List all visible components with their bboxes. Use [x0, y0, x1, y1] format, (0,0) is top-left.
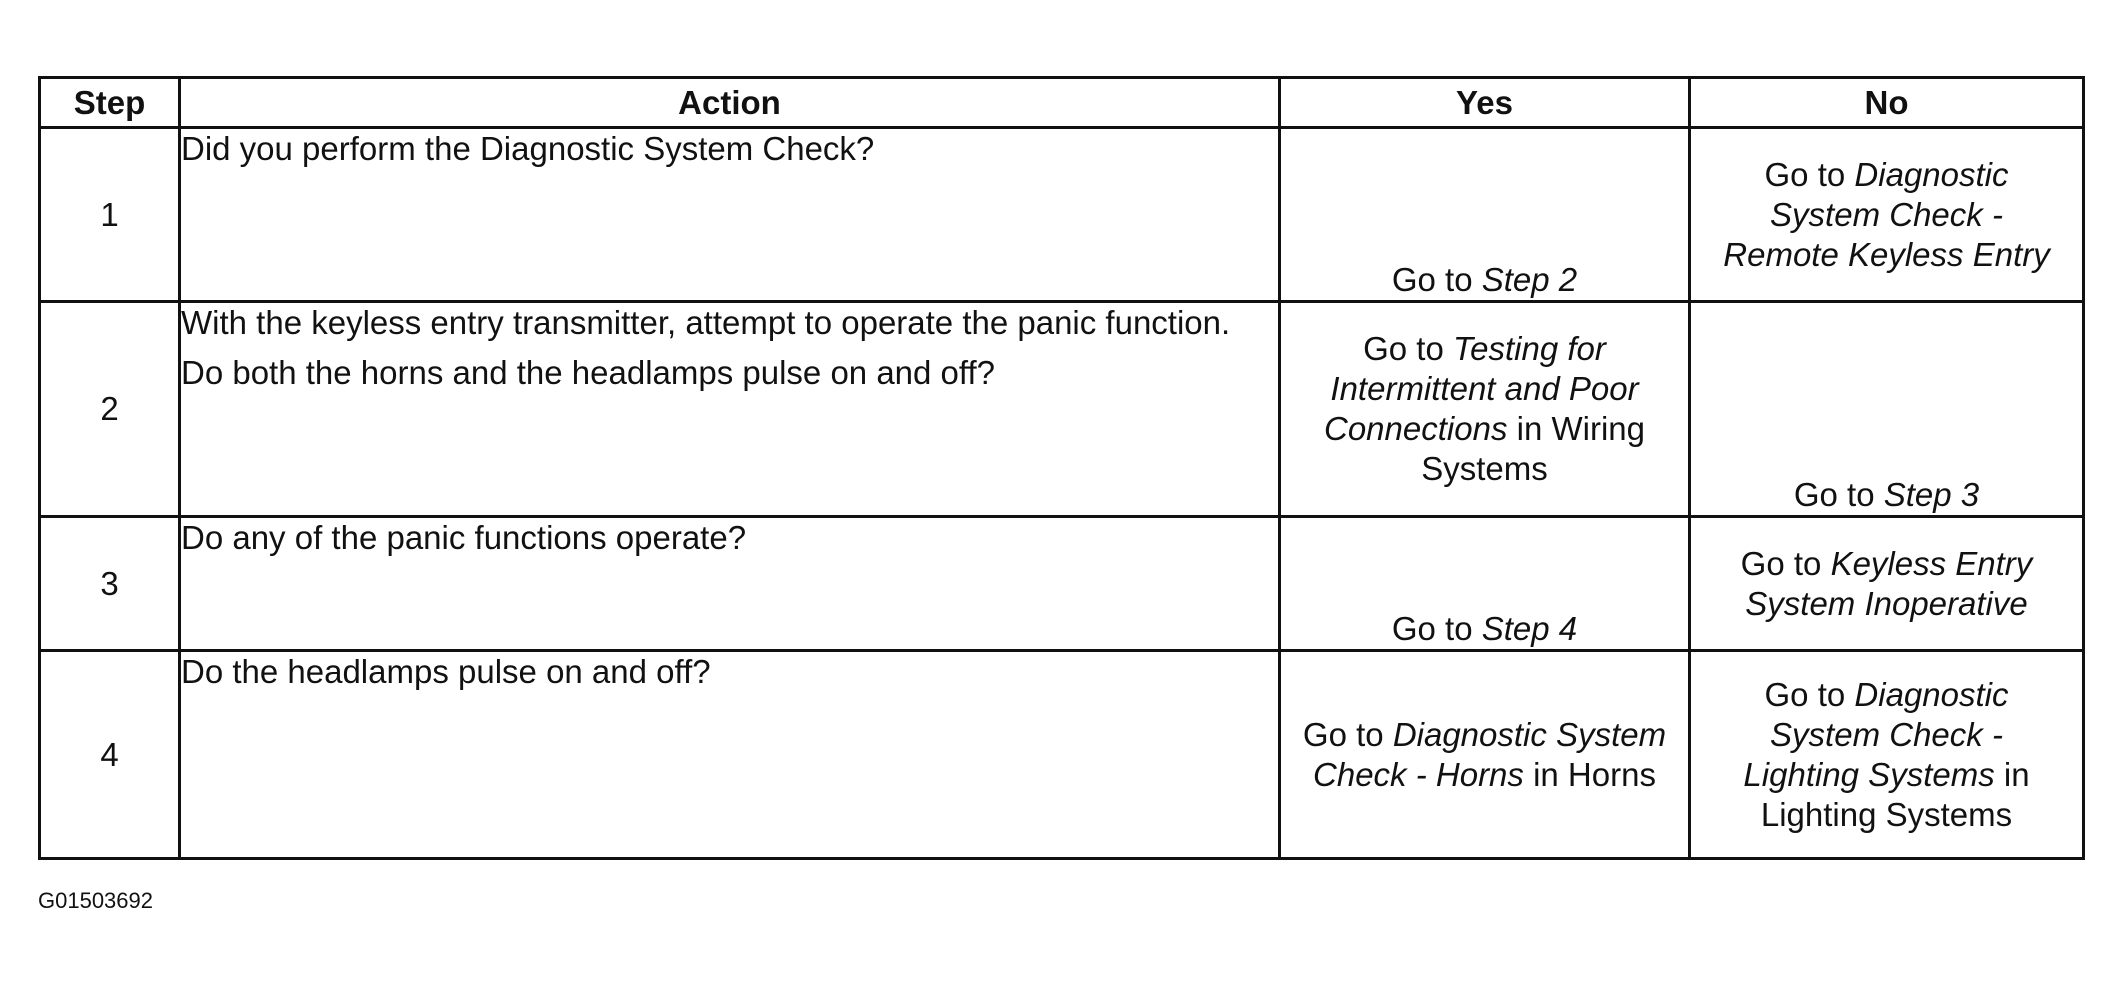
- no-prefix: Go to: [1793, 476, 1884, 513]
- no-link[interactable]: Step 3: [1883, 476, 1980, 513]
- action-question: Do both the horns and the headlamps pulse on and off?: [181, 354, 995, 391]
- yes-cell: [1280, 517, 1690, 651]
- yes-link[interactable]: Testing for Intermittent and Poor Connections: [1324, 330, 1639, 447]
- step-number: 4: [40, 651, 180, 859]
- header-yes: Yes: [1280, 78, 1690, 128]
- step-number: 2: [40, 302, 180, 517]
- no-prefix: Go to: [1764, 675, 1855, 713]
- no-link[interactable]: Keyless Entry System Inoperative: [1745, 544, 2033, 622]
- yes-prefix: Go to: [1363, 330, 1453, 367]
- yes-prefix: Go to: [1391, 610, 1482, 647]
- no-cell: [1690, 517, 2084, 651]
- action-text: Did you perform the Diagnostic System Check?: [181, 130, 875, 167]
- diagnostic-table: [38, 76, 2085, 860]
- action-cell: [180, 651, 1280, 859]
- table-row: [40, 128, 2084, 302]
- header-no: No: [1690, 78, 2084, 128]
- action-cell: [180, 128, 1280, 302]
- yes-suffix: in Horns: [1523, 755, 1656, 793]
- action-text: Do any of the panic functions operate?: [181, 519, 747, 556]
- yes-cell: [1280, 651, 1690, 859]
- no-cell: [1690, 302, 2084, 517]
- yes-suffix: in Wiring Systems: [1421, 410, 1645, 487]
- header-action: Action: [180, 78, 1280, 128]
- header-step: Step: [40, 78, 180, 128]
- table-header-row: [40, 78, 2084, 128]
- action-text: Do the headlamps pulse on and off?: [181, 653, 711, 690]
- table-row: [40, 517, 2084, 651]
- no-suffix: in Lighting Systems: [1760, 755, 2030, 833]
- no-link[interactable]: Diagnostic System Check - Remote Keyless Entry: [1723, 155, 2050, 273]
- yes-link[interactable]: Step 4: [1481, 610, 1578, 647]
- no-link[interactable]: Diagnostic System Check - Lighting Systems: [1743, 675, 2009, 793]
- action-cell: [180, 302, 1280, 517]
- yes-link[interactable]: Step 2: [1481, 261, 1578, 298]
- action-cell: [180, 517, 1280, 651]
- yes-cell: [1280, 128, 1690, 302]
- action-text: With the keyless entry transmitter, attempt to operate the panic function.: [181, 304, 1231, 341]
- figure-id: G01503692: [38, 888, 153, 913]
- yes-prefix: Go to: [1302, 715, 1393, 753]
- step-number: 1: [40, 128, 180, 302]
- table-row: [40, 651, 2084, 859]
- table-row: [40, 302, 2084, 517]
- no-prefix: Go to: [1764, 155, 1855, 193]
- no-prefix: Go to: [1740, 544, 1831, 582]
- yes-cell: [1280, 302, 1690, 517]
- no-cell: [1690, 651, 2084, 859]
- yes-prefix: Go to: [1391, 261, 1482, 298]
- step-number: 3: [40, 517, 180, 651]
- yes-link[interactable]: Diagnostic System Check - Horns: [1313, 715, 1667, 793]
- no-cell: [1690, 128, 2084, 302]
